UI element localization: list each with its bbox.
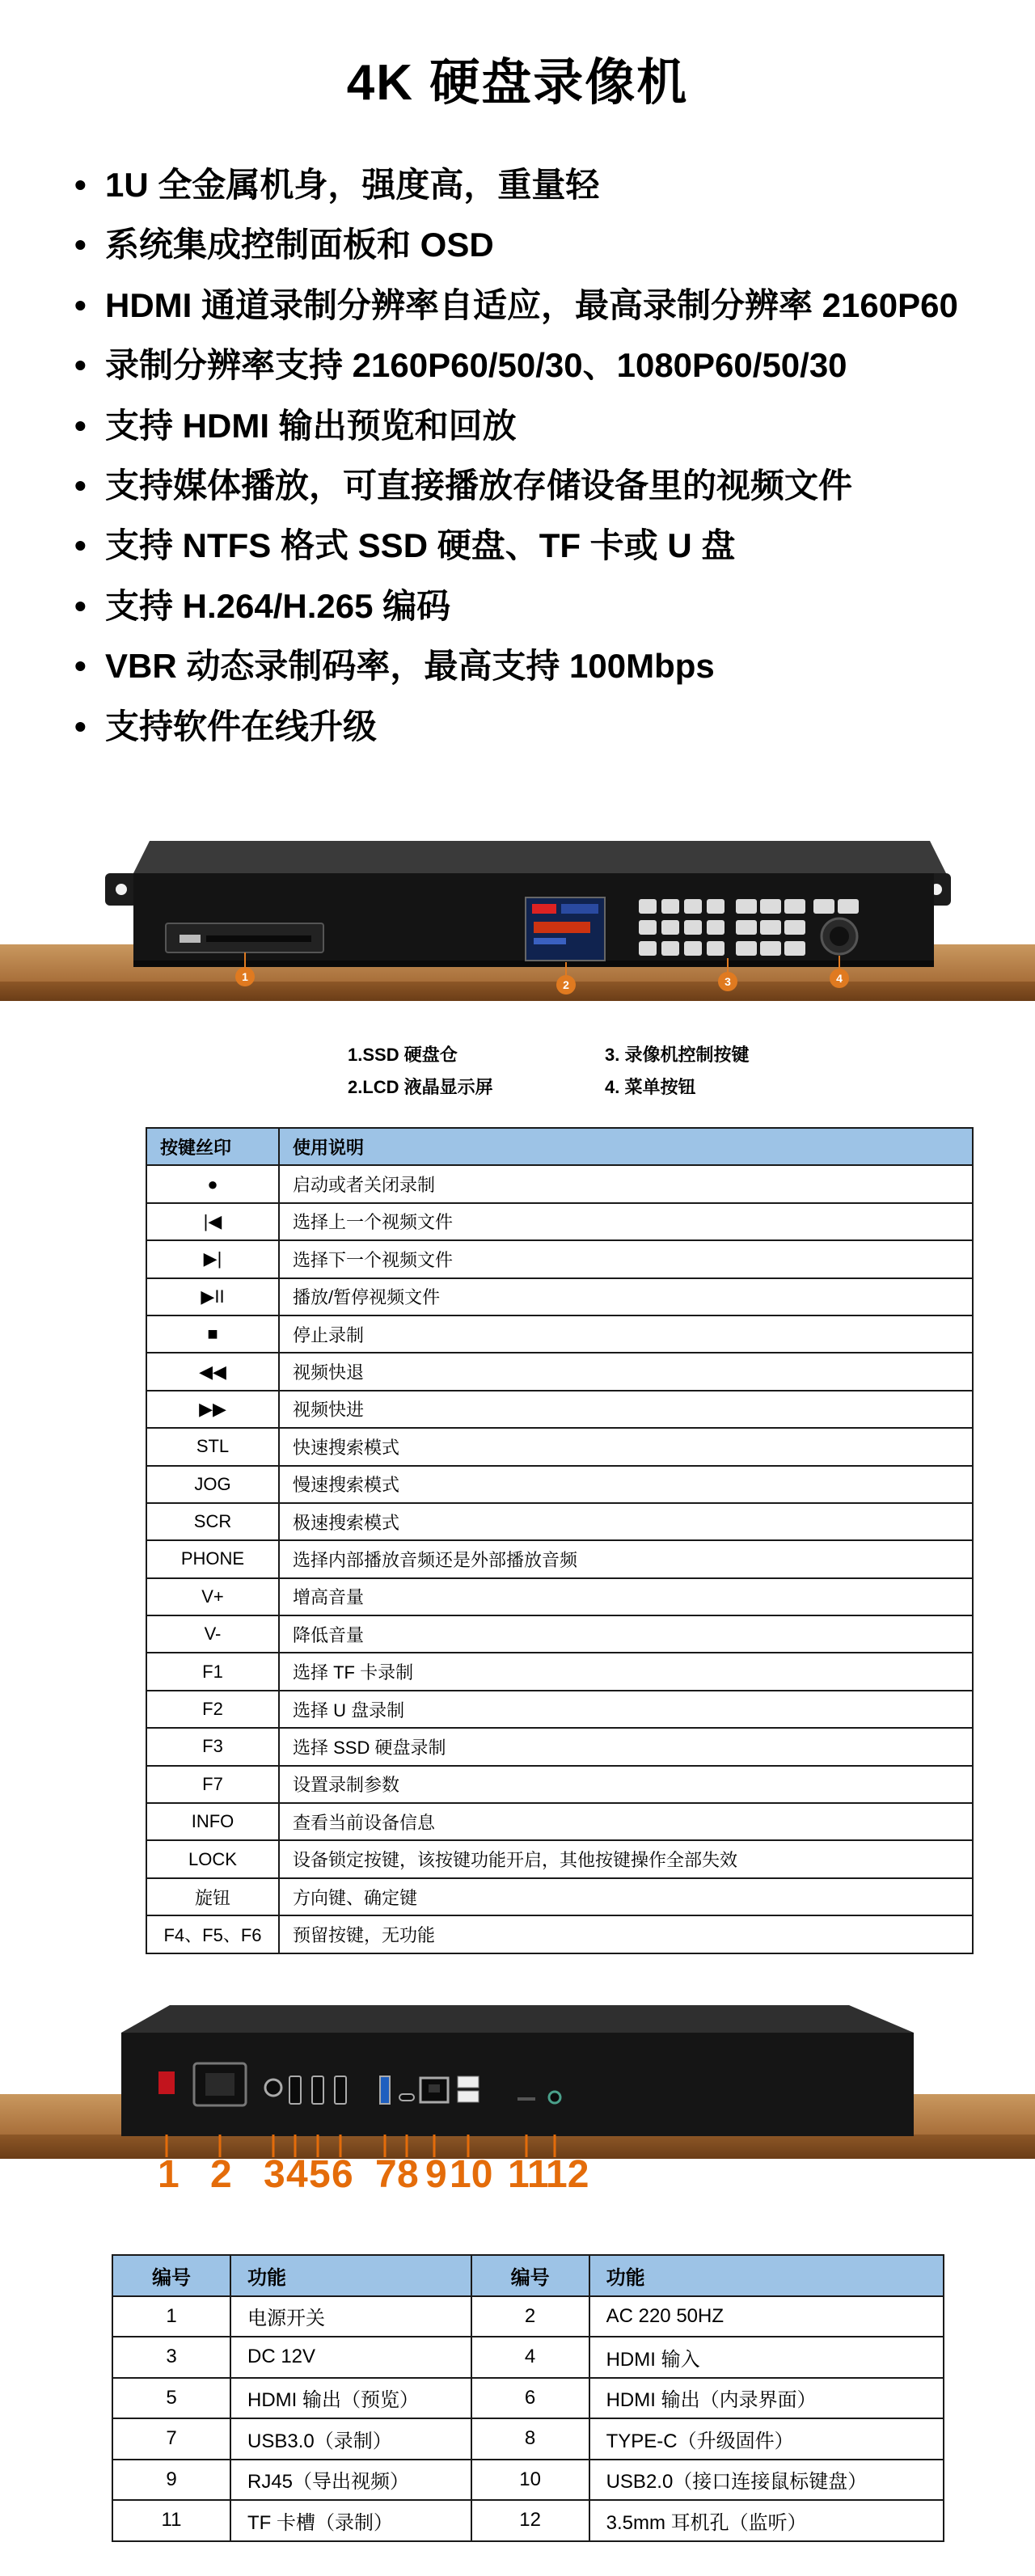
key-description: 设备锁定按键，该按键功能开启，其他按键操作全部失效 [279, 1840, 973, 1877]
column-header: 按键丝印 [146, 1128, 279, 1165]
table-row [146, 1278, 973, 1315]
port-function: AC 220 50HZ [589, 2296, 944, 2337]
table-row [146, 1766, 973, 1803]
key-label: F2 [146, 1691, 279, 1728]
port-number: 5 [112, 2378, 230, 2419]
front-panel-device [0, 809, 1035, 1019]
key-label: F1 [146, 1653, 279, 1690]
port-number: 8 [471, 2418, 589, 2460]
feature-item: • 1U 全金属机身，强度高，重量轻 [74, 155, 958, 215]
key-label: ▶| [146, 1240, 279, 1277]
feature-item: • 支持 H.264/H.265 编码 [74, 576, 958, 636]
table-row [146, 1653, 973, 1690]
callout-1: 1 [235, 967, 255, 986]
key-label: V+ [146, 1578, 279, 1615]
key-description: 慢速搜索模式 [279, 1466, 973, 1503]
table-row [146, 1840, 973, 1877]
rear-number: 6 [332, 2153, 353, 2196]
legend-item: 2.LCD 液晶显示屏 [348, 1077, 493, 1097]
bullet: • [74, 346, 87, 385]
column-header: 使用说明 [279, 1128, 973, 1165]
callout-2: 2 [556, 975, 576, 995]
bullet: • [74, 406, 87, 445]
port-number: 10 [471, 2460, 589, 2501]
table-row [146, 1915, 973, 1953]
port-number: 6 [471, 2378, 589, 2419]
callout-4: 4 [830, 969, 849, 988]
rear-number: 11 [508, 2153, 549, 2196]
column-header: 编号 [112, 2255, 230, 2296]
bullet: • [74, 226, 87, 264]
rear-number: 9 [425, 2153, 447, 2196]
table-row [146, 1165, 973, 1202]
table-header-row [112, 2255, 944, 2296]
port-function: TYPE-C（升级固件） [589, 2418, 944, 2460]
feature-item: • 支持软件在线升级 [74, 697, 958, 757]
rear-number: 3 [264, 2153, 285, 2196]
key-description: 播放/暂停视频文件 [279, 1278, 973, 1315]
port-function-table [112, 2254, 944, 2542]
table-row [146, 1203, 973, 1240]
rear-number: 4 [286, 2153, 308, 2196]
table-row [146, 1240, 973, 1277]
feature-item: • HDMI 通道录制分辨率自适应，最高录制分辨率 2160P60 [74, 276, 958, 336]
key-description: 预留按键，无功能 [279, 1915, 973, 1953]
key-label: ● [146, 1165, 279, 1202]
rear-number: 12 [546, 2153, 589, 2196]
bullet: • [74, 466, 87, 505]
port-function: RJ45（导出视频） [230, 2460, 471, 2501]
column-header: 功能 [589, 2255, 944, 2296]
rear-number: 5 [309, 2153, 331, 2196]
feature-item: • 支持 HDMI 输出预览和回放 [74, 396, 958, 456]
key-description: 选择 TF 卡录制 [279, 1653, 973, 1690]
port-number: 1 [112, 2296, 230, 2337]
bullet: • [74, 285, 87, 324]
port-function: DC 12V [230, 2337, 471, 2378]
table-row [112, 2296, 944, 2337]
key-description: 查看当前设备信息 [279, 1803, 973, 1840]
table-row [146, 1578, 973, 1615]
table-row [146, 1503, 973, 1540]
port-function: 3.5mm 耳机孔（监听） [589, 2500, 944, 2541]
key-label: 旋钮 [146, 1878, 279, 1915]
port-function: HDMI 输出（预览） [230, 2378, 471, 2419]
key-label: ▶II [146, 1278, 279, 1315]
table-row [146, 1691, 973, 1728]
feature-list [74, 155, 958, 757]
feature-item: • 系统集成控制面板和 OSD [74, 215, 958, 275]
bullet: • [74, 166, 87, 204]
key-description: 设置录制参数 [279, 1766, 973, 1803]
table-row [146, 1878, 973, 1915]
feature-item: • VBR 动态录制码率，最高支持 100Mbps [74, 636, 958, 696]
rear-number: 2 [210, 2153, 232, 2196]
key-description: 选择内部播放音频还是外部播放音频 [279, 1540, 973, 1577]
key-label: STL [146, 1428, 279, 1465]
legend-item: 1.SSD 硬盘仓 [348, 1045, 458, 1065]
rear-number: 10 [450, 2153, 493, 2196]
key-function-table [146, 1127, 974, 1954]
bullet: • [74, 586, 87, 625]
port-number: 3 [112, 2337, 230, 2378]
table-row [146, 1540, 973, 1577]
key-label: ▶▶ [146, 1391, 279, 1428]
rear-panel-numbers [0, 2152, 1035, 2211]
table-row [146, 1391, 973, 1428]
table-row [146, 1615, 973, 1653]
port-function: USB3.0（录制） [230, 2418, 471, 2460]
port-number: 7 [112, 2418, 230, 2460]
key-description: 视频快进 [279, 1391, 973, 1428]
table-row [146, 1428, 973, 1465]
key-label: SCR [146, 1503, 279, 1540]
key-description: 方向键、确定键 [279, 1878, 973, 1915]
key-label: |◀ [146, 1203, 279, 1240]
key-description: 选择 U 盘录制 [279, 1691, 973, 1728]
port-function: HDMI 输出（内录界面） [589, 2378, 944, 2419]
key-description: 停止录制 [279, 1315, 973, 1353]
table-row [146, 1728, 973, 1765]
key-description: 降低音量 [279, 1615, 973, 1653]
feature-item: • 支持媒体播放，可直接播放存储设备里的视频文件 [74, 456, 958, 516]
key-label: JOG [146, 1466, 279, 1503]
port-function: USB2.0（接口连接鼠标键盘） [589, 2460, 944, 2501]
bullet: • [74, 707, 87, 745]
page-title: 4K 硬盘录像机 [346, 55, 689, 111]
rear-number: 8 [397, 2153, 419, 2196]
port-number: 11 [112, 2500, 230, 2541]
legend-item: 4. 菜单按钮 [605, 1077, 696, 1097]
table-row [112, 2337, 944, 2378]
port-number: 4 [471, 2337, 589, 2378]
feature-item: • 录制分辨率支持 2160P60/50/30、1080P60/50/30 [74, 336, 958, 395]
bullet: • [74, 647, 87, 686]
key-label: F4、F5、F6 [146, 1915, 279, 1953]
column-header: 功能 [230, 2255, 471, 2296]
rear-number: 7 [375, 2153, 397, 2196]
legend-item: 3. 录像机控制按键 [605, 1045, 750, 1065]
key-label: ◀◀ [146, 1353, 279, 1390]
key-description: 选择上一个视频文件 [279, 1203, 973, 1240]
port-number: 2 [471, 2296, 589, 2337]
column-header: 编号 [471, 2255, 589, 2296]
rear-number: 1 [158, 2153, 180, 2196]
key-label: PHONE [146, 1540, 279, 1577]
port-function: 电源开关 [230, 2296, 471, 2337]
table-row [146, 1466, 973, 1503]
port-function: HDMI 输入 [589, 2337, 944, 2378]
table-row [146, 1315, 973, 1353]
key-description: 快速搜索模式 [279, 1428, 973, 1465]
key-label: F3 [146, 1728, 279, 1765]
key-description: 选择下一个视频文件 [279, 1240, 973, 1277]
feature-item: • 支持 NTFS 格式 SSD 硬盘、TF 卡或 U 盘 [74, 516, 958, 576]
key-label: LOCK [146, 1840, 279, 1877]
key-description: 视频快退 [279, 1353, 973, 1390]
key-label: F7 [146, 1766, 279, 1803]
key-label: INFO [146, 1803, 279, 1840]
table-row [146, 1803, 973, 1840]
table-row [112, 2460, 944, 2501]
table-row [146, 1353, 973, 1390]
table-row [112, 2378, 944, 2419]
front-panel-photo [0, 809, 1035, 1019]
rear-panel-device [0, 1973, 1035, 2159]
callout-3: 3 [718, 972, 737, 991]
port-number: 9 [112, 2460, 230, 2501]
key-description: 选择 SSD 硬盘录制 [279, 1728, 973, 1765]
key-description: 启动或者关闭录制 [279, 1165, 973, 1202]
table-row [112, 2418, 944, 2460]
key-label: ■ [146, 1315, 279, 1353]
bullet: • [74, 526, 87, 565]
port-function: TF 卡槽（录制） [230, 2500, 471, 2541]
key-description: 增高音量 [279, 1578, 973, 1615]
key-label: V- [146, 1615, 279, 1653]
table-header-row [146, 1128, 973, 1165]
table-row [112, 2500, 944, 2541]
port-number: 12 [471, 2500, 589, 2541]
key-description: 极速搜索模式 [279, 1503, 973, 1540]
